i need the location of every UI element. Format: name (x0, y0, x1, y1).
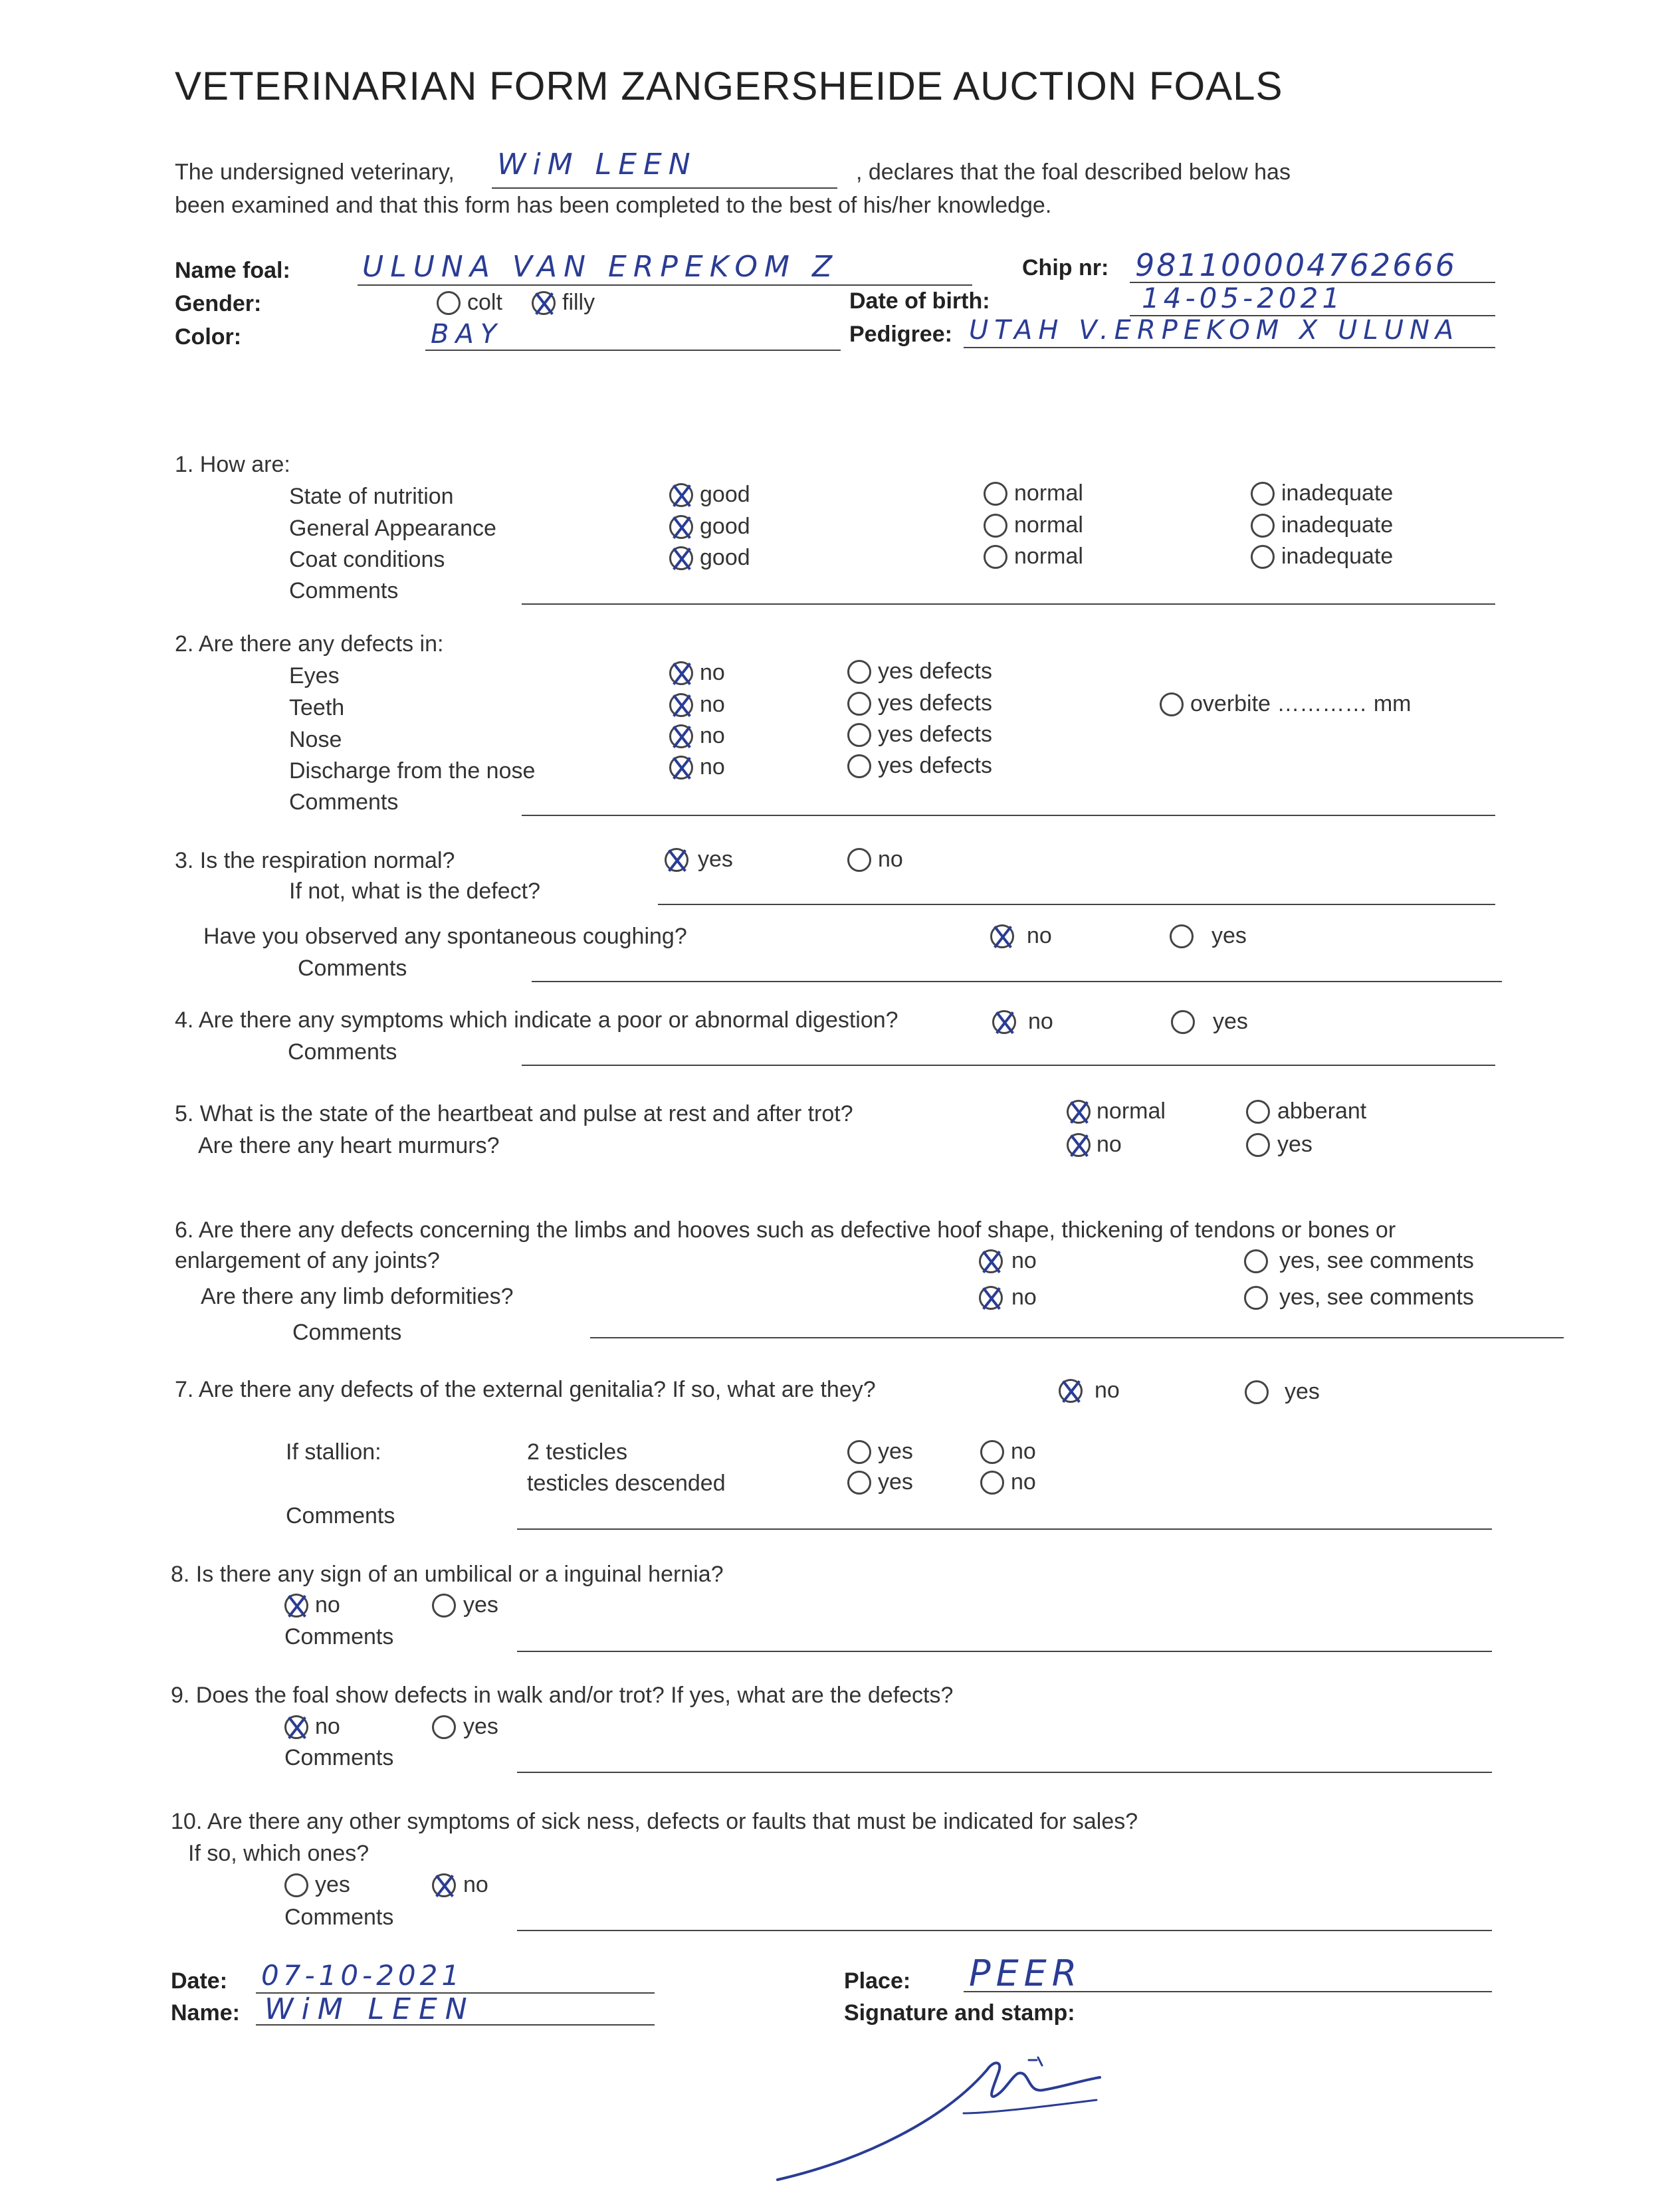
q3-comments-label: Comments (298, 956, 407, 981)
q10-yes-radio[interactable] (284, 1873, 308, 1897)
q7-stallion-label: If stallion: (286, 1439, 381, 1465)
q3-defect-line[interactable] (658, 904, 1495, 905)
q3-cough-label: Have you observed any spontaneous coughing? (203, 924, 687, 949)
q6-yes-radio[interactable] (1244, 1249, 1268, 1273)
q9-yes-radio[interactable] (432, 1715, 456, 1739)
q6-yes-label: yes, see comments (1279, 1248, 1474, 1273)
q3-comments-line[interactable] (532, 981, 1502, 982)
q8-no-label: no (315, 1592, 340, 1618)
q1-row3-normal-radio[interactable] (984, 545, 1007, 569)
q1-row3-good-radio[interactable] (669, 546, 693, 570)
q2-discharge-no-label: no (700, 754, 725, 780)
q7-heading: 7. Are there any defects of the external genitalia? If so, what are they? (175, 1377, 876, 1402)
q2-teeth-yes-radio[interactable] (847, 692, 871, 716)
q1-row2-normal-radio[interactable] (984, 514, 1007, 538)
q7-comments-label: Comments (286, 1503, 395, 1528)
signature-label: Signature and stamp: (844, 2000, 1075, 2026)
q3-no-radio[interactable] (847, 848, 871, 872)
signature-image (764, 2034, 1110, 2193)
q1-row3-label: Coat conditions (289, 547, 445, 572)
footer-name-line (256, 2024, 655, 2026)
q3-heading: 3. Is the respiration normal? (175, 848, 455, 873)
q8-yes-radio[interactable] (432, 1594, 456, 1618)
q5-normal-radio[interactable] (1067, 1100, 1091, 1124)
q5-abberant-label: abberant (1277, 1098, 1367, 1124)
q4-comments-line[interactable] (522, 1065, 1495, 1066)
q4-no-radio[interactable] (992, 1010, 1016, 1034)
q6-no-label: no (1011, 1248, 1037, 1273)
q9-comments-line[interactable] (517, 1772, 1492, 1773)
q7-yes-label: yes (1285, 1379, 1320, 1404)
place-line (964, 1991, 1492, 1992)
q2-eyes-yes-radio[interactable] (847, 660, 871, 684)
q10-no-radio[interactable] (432, 1873, 456, 1897)
q8-yes-label: yes (463, 1592, 498, 1618)
q1-row1-inadequate-label: inadequate (1281, 480, 1394, 506)
q1-row2-inadequate-radio[interactable] (1251, 514, 1275, 538)
filly-radio[interactable] (532, 291, 556, 315)
q2-nose-no-label: no (700, 723, 725, 748)
q3-yes-radio[interactable] (665, 848, 688, 872)
q7-testicles-no-radio[interactable] (980, 1440, 1004, 1464)
q7-descended-yes-radio[interactable] (847, 1471, 871, 1495)
intro-text-1: The undersigned veterinary, (175, 159, 455, 185)
footer-name-label: Name: (171, 2000, 240, 2026)
q1-row2-inadequate-label: inadequate (1281, 512, 1394, 538)
chip-label: Chip nr: (1022, 255, 1109, 280)
q2-overbite-label: overbite ………… mm (1190, 691, 1412, 716)
q5-murmur-yes-label: yes (1277, 1132, 1312, 1157)
q8-comments-label: Comments (284, 1624, 394, 1649)
q5-murmur-no-label: no (1097, 1132, 1122, 1157)
q5-normal-label: normal (1097, 1098, 1166, 1124)
colt-radio[interactable] (437, 291, 461, 315)
color-line (425, 350, 841, 351)
date-value: 07-10-2021 (261, 1959, 464, 1992)
q2-comments-line[interactable] (522, 815, 1495, 816)
q2-teeth-yes-label: yes defects (878, 690, 992, 716)
q2-row1-label: Eyes (289, 663, 340, 688)
q6-no-radio[interactable] (979, 1249, 1003, 1273)
q1-row1-inadequate-radio[interactable] (1251, 482, 1275, 506)
vet-name-handwritten: WiM LEEN (497, 148, 697, 181)
q9-no-radio[interactable] (284, 1715, 308, 1739)
q5-murmur-no-radio[interactable] (1067, 1133, 1091, 1157)
q7-descended-label: testicles descended (527, 1471, 726, 1496)
q2-heading: 2. Are there any defects in: (175, 631, 444, 657)
q6-comments-line[interactable] (590, 1337, 1564, 1338)
q7-testicles-no-label: no (1011, 1439, 1036, 1464)
q7-testicles-yes-label: yes (878, 1439, 913, 1464)
name-foal-label: Name foal: (175, 258, 290, 283)
q3-no-label: no (878, 847, 903, 872)
q2-discharge-yes-label: yes defects (878, 753, 992, 778)
q3-cough-no-label: no (1027, 923, 1052, 948)
q1-row1-normal-label: normal (1014, 480, 1083, 506)
q1-row2-good-radio[interactable] (669, 515, 693, 539)
q1-row1-good-radio[interactable] (669, 483, 693, 507)
q1-row2-label: General Appearance (289, 516, 496, 541)
q1-row3-normal-label: normal (1014, 544, 1083, 569)
q2-discharge-no-radio[interactable] (669, 756, 693, 780)
q10-heading-2: If so, which ones? (188, 1841, 369, 1866)
q2-teeth-no-radio[interactable] (669, 693, 693, 717)
q2-row2-label: Teeth (289, 695, 345, 720)
q10-comments-label: Comments (284, 1905, 394, 1930)
q5-abberant-radio[interactable] (1246, 1100, 1270, 1124)
q9-no-label: no (315, 1714, 340, 1739)
q2-nose-yes-label: yes defects (878, 722, 992, 747)
q1-row3-inadequate-label: inadequate (1281, 544, 1394, 569)
q7-testicles-label: 2 testicles (527, 1439, 628, 1465)
dob-value: 14-05-2021 (1142, 282, 1344, 314)
q4-comments-label: Comments (288, 1039, 397, 1065)
q7-descended-no-label: no (1011, 1469, 1036, 1495)
q2-discharge-yes-radio[interactable] (847, 754, 871, 778)
q1-heading: 1. How are: (175, 452, 290, 477)
q1-comments-line[interactable] (522, 603, 1495, 605)
name-foal-value: ULUNA VAN ERPEKOM Z (362, 250, 839, 284)
color-label: Color: (175, 324, 242, 350)
q3-defect-label: If not, what is the defect? (289, 879, 541, 904)
q2-eyes-no-label: no (700, 660, 725, 685)
q5-murmur-label: Are there any heart murmurs? (198, 1133, 500, 1158)
q8-no-radio[interactable] (284, 1594, 308, 1618)
dob-label: Date of birth: (849, 288, 990, 314)
q2-overbite-radio[interactable] (1160, 692, 1184, 716)
q1-row1-good-label: good (700, 482, 750, 507)
q10-yes-label: yes (315, 1872, 350, 1897)
q2-nose-no-radio[interactable] (669, 724, 693, 748)
q3-cough-yes-label: yes (1211, 923, 1247, 948)
q6-heading: 6. Are there any defects concerning the limbs and hooves such as defective hoof shape, thickening of tendons or bones or (175, 1217, 1396, 1243)
q1-comments-label: Comments (289, 578, 399, 603)
q3-cough-no-radio[interactable] (990, 924, 1014, 948)
intro-text-2: , declares that the foal described below has (856, 159, 1291, 185)
q7-comments-line[interactable] (517, 1528, 1492, 1530)
chip-value: 981100004762666 (1135, 247, 1457, 283)
q4-yes-radio[interactable] (1171, 1010, 1195, 1034)
q5-murmur-yes-radio[interactable] (1246, 1133, 1270, 1157)
q3-cough-yes-radio[interactable] (1170, 924, 1194, 948)
q6-deform-yes-radio[interactable] (1244, 1286, 1268, 1310)
q1-row3-good-label: good (700, 545, 750, 570)
q7-no-radio[interactable] (1059, 1379, 1083, 1403)
q2-comments-label: Comments (289, 789, 399, 815)
q8-comments-line[interactable] (517, 1651, 1492, 1652)
q1-row3-inadequate-radio[interactable] (1251, 545, 1275, 569)
q7-testicles-yes-radio[interactable] (847, 1440, 871, 1464)
q2-eyes-no-radio[interactable] (669, 661, 693, 685)
pedigree-label: Pedigree: (849, 322, 952, 347)
pedigree-value: UTAH V.ERPEKOM X ULUNA (969, 315, 1460, 346)
name-foal-line (358, 284, 972, 286)
footer-name-value: WiM LEEN (264, 1992, 475, 2026)
q9-heading: 9. Does the foal show defects in walk and/or trot? If yes, what are the defects? (171, 1683, 954, 1708)
q4-no-label: no (1028, 1009, 1053, 1034)
q6-deform-yes-label: yes, see comments (1279, 1285, 1474, 1310)
q1-row1-normal-radio[interactable] (984, 482, 1007, 506)
intro-text-3: been examined and that this form has been completed to the best of his/her knowledge. (175, 193, 1052, 218)
q6-heading-2: enlargement of any joints? (175, 1248, 440, 1273)
q7-descended-no-radio[interactable] (980, 1471, 1004, 1495)
color-value: BAY (431, 319, 504, 350)
form-title: VETERINARIAN FORM ZANGERSHEIDE AUCTION FOALS (175, 64, 1283, 108)
gender-label: Gender: (175, 291, 262, 316)
q2-row4-label: Discharge from the nose (289, 758, 536, 783)
q6-deform-label: Are there any limb deformities? (201, 1284, 514, 1309)
q10-heading: 10. Are there any other symptoms of sick ness, defects or faults that must be indicated for sales? (171, 1809, 1138, 1834)
q7-no-label: no (1095, 1378, 1120, 1403)
q2-teeth-no-label: no (700, 692, 725, 717)
vet-name-line (492, 187, 837, 189)
colt-label: colt (467, 290, 502, 315)
q5-heading: 5. What is the state of the heartbeat and pulse at rest and after trot? (175, 1101, 853, 1126)
q10-comments-line[interactable] (517, 1930, 1492, 1931)
pedigree-line (964, 347, 1495, 348)
q9-comments-label: Comments (284, 1745, 394, 1770)
date-label: Date: (171, 1968, 228, 1994)
q2-nose-yes-radio[interactable] (847, 723, 871, 747)
q6-comments-label: Comments (292, 1320, 402, 1345)
q6-deform-no-label: no (1011, 1285, 1037, 1310)
q7-descended-yes-label: yes (878, 1469, 913, 1495)
place-value: PEER (969, 1952, 1083, 1994)
q2-row3-label: Nose (289, 727, 342, 752)
filly-label: filly (562, 290, 595, 315)
place-label: Place: (844, 1968, 911, 1994)
q3-yes-label: yes (698, 847, 733, 872)
q10-no-label: no (463, 1872, 488, 1897)
q2-eyes-yes-label: yes defects (878, 659, 992, 684)
q1-row2-good-label: good (700, 514, 750, 539)
q7-yes-radio[interactable] (1245, 1380, 1269, 1404)
q6-deform-no-radio[interactable] (979, 1286, 1003, 1310)
q8-heading: 8. Is there any sign of an umbilical or a inguinal hernia? (171, 1562, 724, 1587)
q1-row2-normal-label: normal (1014, 512, 1083, 538)
q9-yes-label: yes (463, 1714, 498, 1739)
q4-heading: 4. Are there any symptoms which indicate a poor or abnormal digestion? (175, 1007, 898, 1033)
q4-yes-label: yes (1213, 1009, 1248, 1034)
q1-row1-label: State of nutrition (289, 484, 454, 509)
